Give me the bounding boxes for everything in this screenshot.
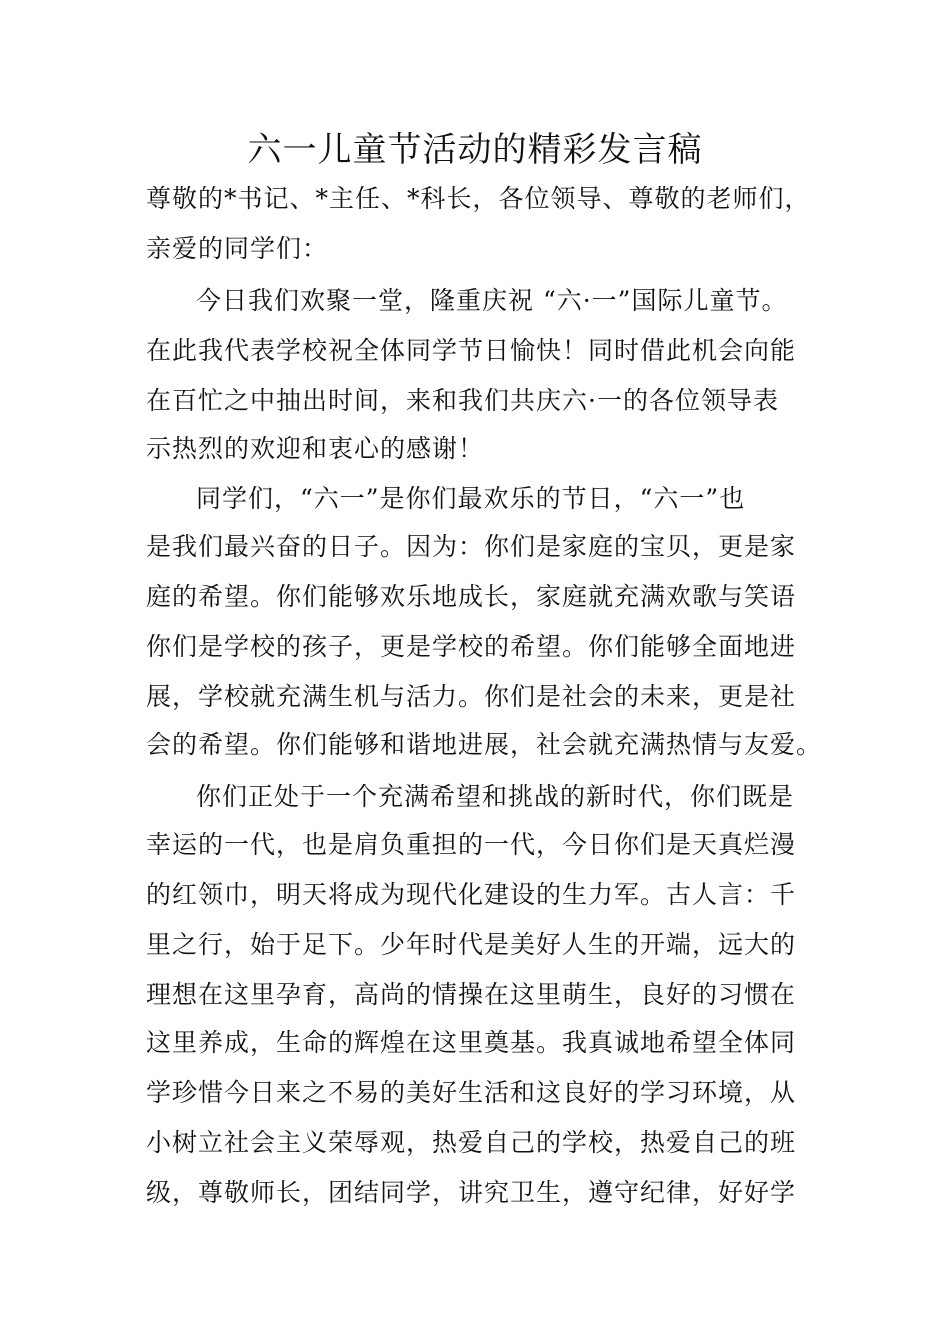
text-line: 幸运的一代，也是肩负重担的一代，今日你们是天真烂漫 <box>146 830 797 859</box>
text-line: 展，学校就充满生机与活力。你们是社会的未来，更是社 <box>146 682 797 711</box>
text-line: 学珍惜今日来之不易的美好生活和这良好的学习环境，从 <box>146 1078 797 1107</box>
document-title: 六一儿童节活动的精彩发言稿 <box>247 130 703 170</box>
text-line: 你们是学校的孩子，更是学校的希望。你们能够全面地进 <box>146 632 797 661</box>
text-line: 今日我们欢聚一堂，隆重庆祝 “六·一”国际儿童节。 <box>196 286 788 315</box>
text-line: 庭的希望。你们能够欢乐地成长，家庭就充满欢歌与笑语 <box>146 582 797 611</box>
text-line: 在百忙之中抽出时间，来和我们共庆六·一的各位领导表 <box>146 386 779 415</box>
text-line: 理想在这里孕育，高尚的情操在这里萌生，良好的习惯在 <box>146 980 797 1009</box>
text-line: 示热烈的欢迎和衷心的感谢！ <box>146 434 485 463</box>
text-line: 小树立社会主义荣辱观，热爱自己的学校，热爱自己的班 <box>146 1128 797 1157</box>
text-line: 同学们，“六一”是你们最欢乐的节日，“六一”也 <box>196 484 746 513</box>
text-line: 会的希望。你们能够和谐地进展，社会就充满热情与友爱。 <box>146 730 823 759</box>
text-line: 尊敬的*书记、*主任、*科长，各位领导、尊敬的老师们， <box>146 184 811 213</box>
text-line: 里之行，始于足下。少年时代是美好人生的开端，远大的 <box>146 930 797 959</box>
text-line: 你们正处于一个充满希望和挑战的新时代，你们既是 <box>196 782 795 811</box>
text-line: 级，尊敬师长，团结同学，讲究卫生，遵守纪律，好好学 <box>146 1178 797 1207</box>
text-line: 的红领巾，明天将成为现代化建设的生力军。古人言：千 <box>146 880 797 909</box>
text-line: 亲爱的同学们： <box>146 234 329 263</box>
text-line: 是我们最兴奋的日子。因为：你们是家庭的宝贝，更是家 <box>146 532 797 561</box>
text-line: 在此我代表学校祝全体同学节日愉快！同时借此机会向能 <box>146 336 797 365</box>
text-line: 这里养成，生命的辉煌在这里奠基。我真诚地希望全体同 <box>146 1028 797 1057</box>
